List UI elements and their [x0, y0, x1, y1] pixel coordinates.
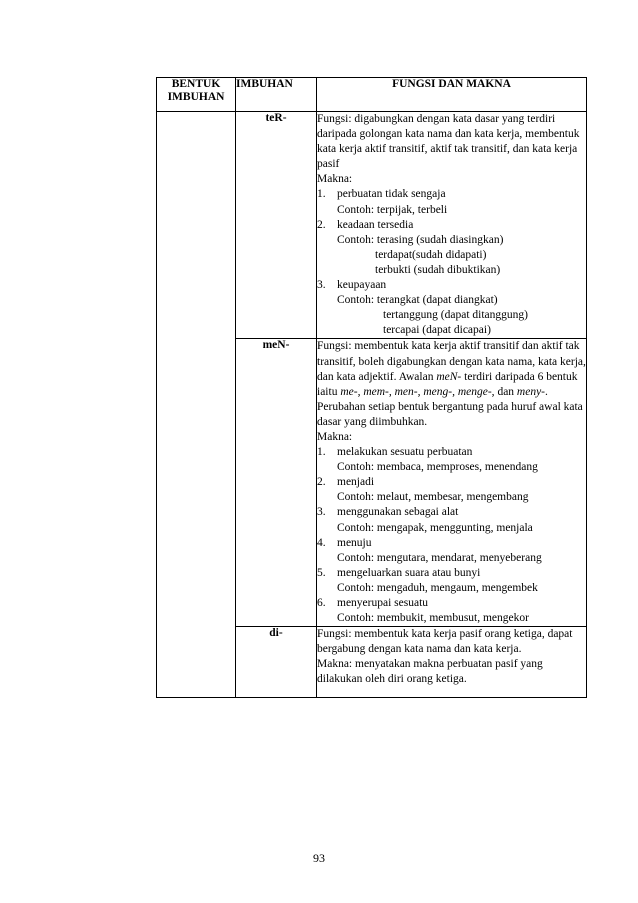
list-item: 6. menyerupai sesuatu	[317, 597, 429, 609]
list-item: 5. mengeluarkan suara atau bunyi	[317, 566, 481, 579]
list-item: 2. keadaan tersedia	[317, 218, 414, 231]
fungsi-text: Fungsi: membentuk kata kerja pasif orang ketiga, dapat bergabung dengan kata nama dan kata kerja.	[317, 628, 573, 656]
header-imbuhan: IMBUHAN	[236, 78, 317, 112]
affix-cell: teR-	[236, 112, 317, 339]
affix-cell: meN-	[236, 339, 317, 627]
contoh-line: tercapai (dapat dicapai)	[383, 324, 491, 337]
table-row	[157, 112, 587, 339]
contoh-line: Contoh: mengapak, menggunting, menjala	[337, 521, 533, 534]
imbuhan-table	[156, 77, 587, 698]
list-item: 2. menjadi	[317, 476, 375, 489]
contoh-line: Contoh: melaut, membesar, mengembang	[337, 491, 529, 504]
fungsi-text: Fungsi: digabungkan dengan kata dasar yang terdiri daripada golongan kata nama dan kata kerja, membentuk kata kerja aktif transitif, aktif tak transitif, dan kata kerja pasif	[317, 113, 580, 171]
contoh-line: Contoh: membukit, membusut, mengekor	[337, 612, 529, 625]
contoh-line: Contoh: terangkat (dapat diangkat)	[337, 294, 498, 307]
header-bentuk-imbuhan: BENTUK IMBUHAN	[157, 78, 236, 112]
contoh-line: Contoh: terpijak, terbeli	[337, 203, 448, 216]
bentuk-imbuhan-cell	[157, 112, 236, 698]
contoh-line: Contoh: mengutara, mendarat, menyeberang	[337, 551, 542, 564]
affix-cell: di-	[236, 627, 317, 697]
fungsi-makna-cell	[317, 112, 587, 339]
contoh-line: terdapat(sudah didapati)	[375, 248, 487, 261]
fungsi-makna-cell	[317, 339, 587, 627]
contoh-line: tertanggung (dapat ditanggung)	[383, 309, 528, 322]
list-item: 1. perbuatan tidak sengaja	[317, 188, 446, 201]
list-item: 3. menggunakan sebagai alat	[317, 506, 459, 519]
contoh-line: terbukti (sudah dibuktikan)	[375, 263, 501, 276]
makna-label: Makna:	[317, 430, 353, 443]
makna-label: Makna:	[317, 173, 353, 186]
list-item: 4. menuju	[317, 536, 372, 549]
contoh-line: Contoh: terasing (sudah diasingkan)	[337, 233, 504, 246]
page-number: 93	[313, 851, 325, 865]
makna-text: Makna: menyatakan makna perbuatan pasif yang dilakukan oleh diri orang ketiga.	[317, 658, 543, 686]
list-item: 1. melakukan sesuatu perbuatan	[317, 446, 473, 459]
fungsi-text: Fungsi: membentuk kata kerja aktif transitif dan aktif tak transitif, boleh digabungkan dengan kata nama, kata kerja, dan kata adjektif. Awalan meN- terdiri daripada 6 bentuk iaitu me-, mem-, men-, meng-, menge-, dan meny-. Perubahan setiap bentuk bergantung pada huruf awal kata dasar yang diimbuhkan.	[317, 340, 586, 428]
header-fungsi-dan-makna: FUNGSI DAN MAKNA	[317, 78, 587, 112]
table-header-row	[157, 78, 587, 112]
fungsi-makna-cell	[317, 627, 587, 697]
list-item: 3. keupayaan	[317, 279, 387, 292]
contoh-line: Contoh: membaca, memproses, menendang	[337, 461, 538, 474]
contoh-line: Contoh: mengaduh, mengaum, mengembek	[337, 581, 538, 594]
